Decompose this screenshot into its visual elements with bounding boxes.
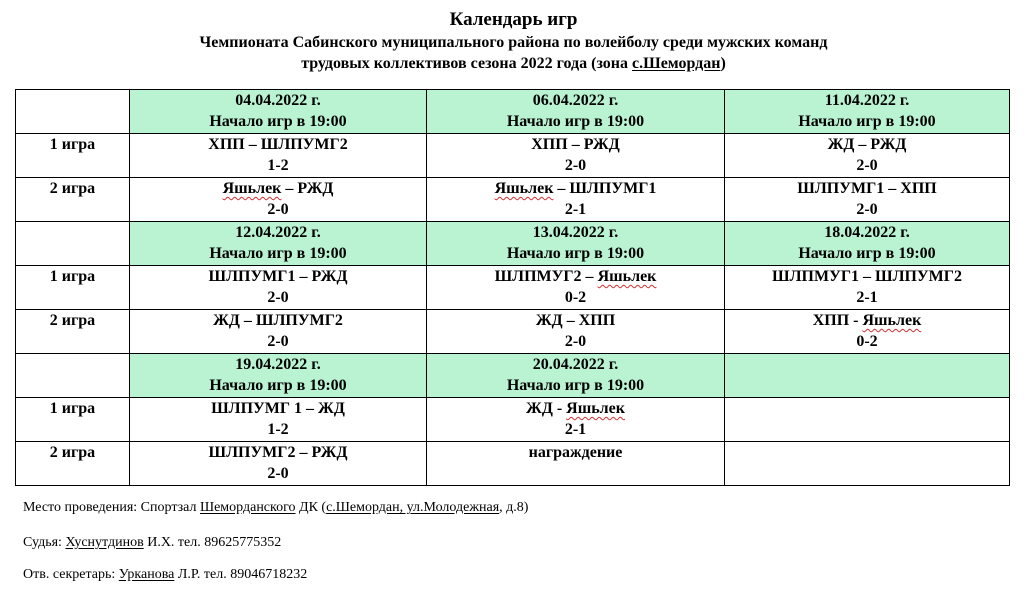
teams-text: – РЖД [281,180,334,197]
match-score: 1-2 [267,157,289,174]
subtitle-zone: с.Шемордан [632,55,721,72]
game-label: 1 игра [16,266,130,310]
start-time: Начало игр в 19:00 [506,245,645,262]
empty-date-cell [725,354,1010,398]
match-score: 0-2 [564,289,587,306]
match-cell [725,178,1010,222]
team-name-flagged: Яшьлек [597,268,657,285]
match-cell [427,442,725,486]
match-score: 2-1 [564,201,587,218]
date: 20.04.2022 г. [532,356,619,373]
date-cell [725,90,1010,134]
start-time: Начало игр в 19:00 [506,113,645,130]
match-teams [427,134,724,155]
match-cell [427,266,725,310]
teams-text: ЖД – ШЛПУМГ2 [213,312,343,329]
match-teams [130,266,426,287]
date-cell [725,222,1010,266]
date: 11.04.2022 г. [824,92,910,109]
award-ceremony [427,442,724,463]
teams-text: – ШЛПУМГ1 [553,180,657,197]
match-cell [427,134,725,178]
teams-text: ЖД - [526,400,567,417]
venue-prefix: Место проведения: Спортзал [23,500,200,515]
teams-text: ШЛПМУГ1 – ШЛПУМГ2 [772,268,962,285]
match-cell [427,310,725,354]
schedule-table [15,89,1010,486]
teams-text: ХПП - [812,312,863,329]
match-score: 2-0 [267,465,289,482]
match-cell [725,310,1010,354]
match-cell [130,178,427,222]
date-cell [130,90,427,134]
team-name-flagged: Яшьлек [566,400,625,417]
game-row [16,266,1010,310]
teams-text: ШЛПУМГ1 – РЖД [208,268,348,285]
match-teams [427,398,724,419]
match-score: 2-1 [564,421,587,438]
date: 04.04.2022 г. [235,92,321,109]
match-teams [130,134,426,155]
match-score: 2-0 [267,289,289,306]
teams-text: ШЛПУМГ1 – ХПП [797,180,937,197]
match-cell [130,134,427,178]
subtitle-line-2-prefix: трудовых коллективов сезона 2022 года (зона [301,55,633,72]
venue-address: с.Шемордан, ул.Молодежная [326,500,500,515]
match-teams [725,178,1009,199]
date-cell [427,354,725,398]
teams-text: ШЛПУМГ 1 – ЖД [211,400,345,417]
team-name-flagged: Яшьлек [222,180,282,197]
match-cell [130,442,427,486]
subtitle-line-2-suffix: ) [720,55,726,72]
match-teams [130,398,426,419]
match-teams [725,266,1009,287]
teams-text: ШЛПУМГ2 – РЖД [208,444,348,461]
match-teams [725,134,1009,155]
start-time: Начало игр в 19:00 [209,377,347,394]
title-block [0,8,1027,74]
match-teams [427,310,724,331]
game-row [16,442,1010,486]
match-score: 2-1 [856,289,878,306]
date: 06.04.2022 г. [532,92,619,109]
date-cell [130,222,427,266]
empty-label-cell [16,90,130,134]
venue-hall: Шеморданского [199,500,296,515]
team-name-flagged: Яшьлек [494,180,554,197]
date: 13.04.2022 г. [532,224,619,241]
game-label: 2 игра [16,178,130,222]
teams-text: ШЛПМУГ2 – [494,268,598,285]
match-score: 2-0 [267,333,289,350]
team-name-flagged: Яшьлек [862,312,922,329]
game-label: 2 игра [16,310,130,354]
secretary-name: Урканова [118,567,175,582]
date-header-row [16,90,1010,134]
page-title: Календарь игр [449,9,578,30]
secretary-prefix: Отв. секретарь: [23,567,119,582]
game-label: 1 игра [16,134,130,178]
secretary-contact: Л.Р. тел. 89046718232 [174,567,308,582]
match-cell [130,398,427,442]
match-cell [725,134,1010,178]
start-time: Начало игр в 19:00 [798,245,936,262]
match-cell [130,310,427,354]
match-cell [427,398,725,442]
empty-match-cell [725,398,1010,442]
date-header-row [16,354,1010,398]
match-teams [130,310,426,331]
date-cell [427,222,725,266]
start-time: Начало игр в 19:00 [506,377,645,394]
match-score: 2-0 [856,201,878,218]
venue-line [23,499,528,517]
date-cell [427,90,725,134]
date: 18.04.2022 г. [824,224,910,241]
teams-text: ЖД – ХПП [535,312,616,329]
subtitle-line-2 [0,53,1027,74]
empty-match-cell [725,442,1010,486]
date: 19.04.2022 г. [235,356,321,373]
game-row [16,134,1010,178]
match-score: 2-0 [564,333,587,350]
match-score: 2-0 [856,157,878,174]
match-teams [427,266,724,287]
subtitle-line-1: Чемпионата Сабинского муниципального района по волейболу среди мужских команд [199,34,828,51]
venue-suffix: , д.8) [499,500,529,515]
match-score: 2-0 [267,201,289,218]
match-score: 0-2 [856,333,878,350]
empty-label-cell [16,222,130,266]
match-score: 2-0 [564,157,587,174]
game-row [16,178,1010,222]
match-cell [427,178,725,222]
secretary-line [23,566,307,584]
match-score: 1-2 [267,421,289,438]
game-label: 1 игра [16,398,130,442]
teams-text: награждение [528,444,623,461]
teams-text: ЖД – РЖД [827,136,907,153]
empty-label-cell [16,354,130,398]
match-teams [427,178,724,199]
date-cell [130,354,427,398]
teams-text: ХПП – ШЛПУМГ2 [208,136,348,153]
judge-name: Хуснутдинов [65,535,144,550]
start-time: Начало игр в 19:00 [209,113,347,130]
date: 12.04.2022 г. [235,224,321,241]
match-teams [130,178,426,199]
judge-line [23,534,281,552]
judge-contact: И.Х. тел. 89625775352 [143,535,282,550]
start-time: Начало игр в 19:00 [798,113,936,130]
match-teams [725,310,1009,331]
game-label: 2 игра [16,442,130,486]
venue-mid: ДК ( [295,500,327,515]
match-cell [130,266,427,310]
judge-prefix: Судья: [23,535,66,550]
start-time: Начало игр в 19:00 [209,245,347,262]
match-teams [130,442,426,463]
date-header-row [16,222,1010,266]
game-row [16,398,1010,442]
match-cell [725,266,1010,310]
teams-text: ХПП – РЖД [531,136,620,153]
game-row [16,310,1010,354]
